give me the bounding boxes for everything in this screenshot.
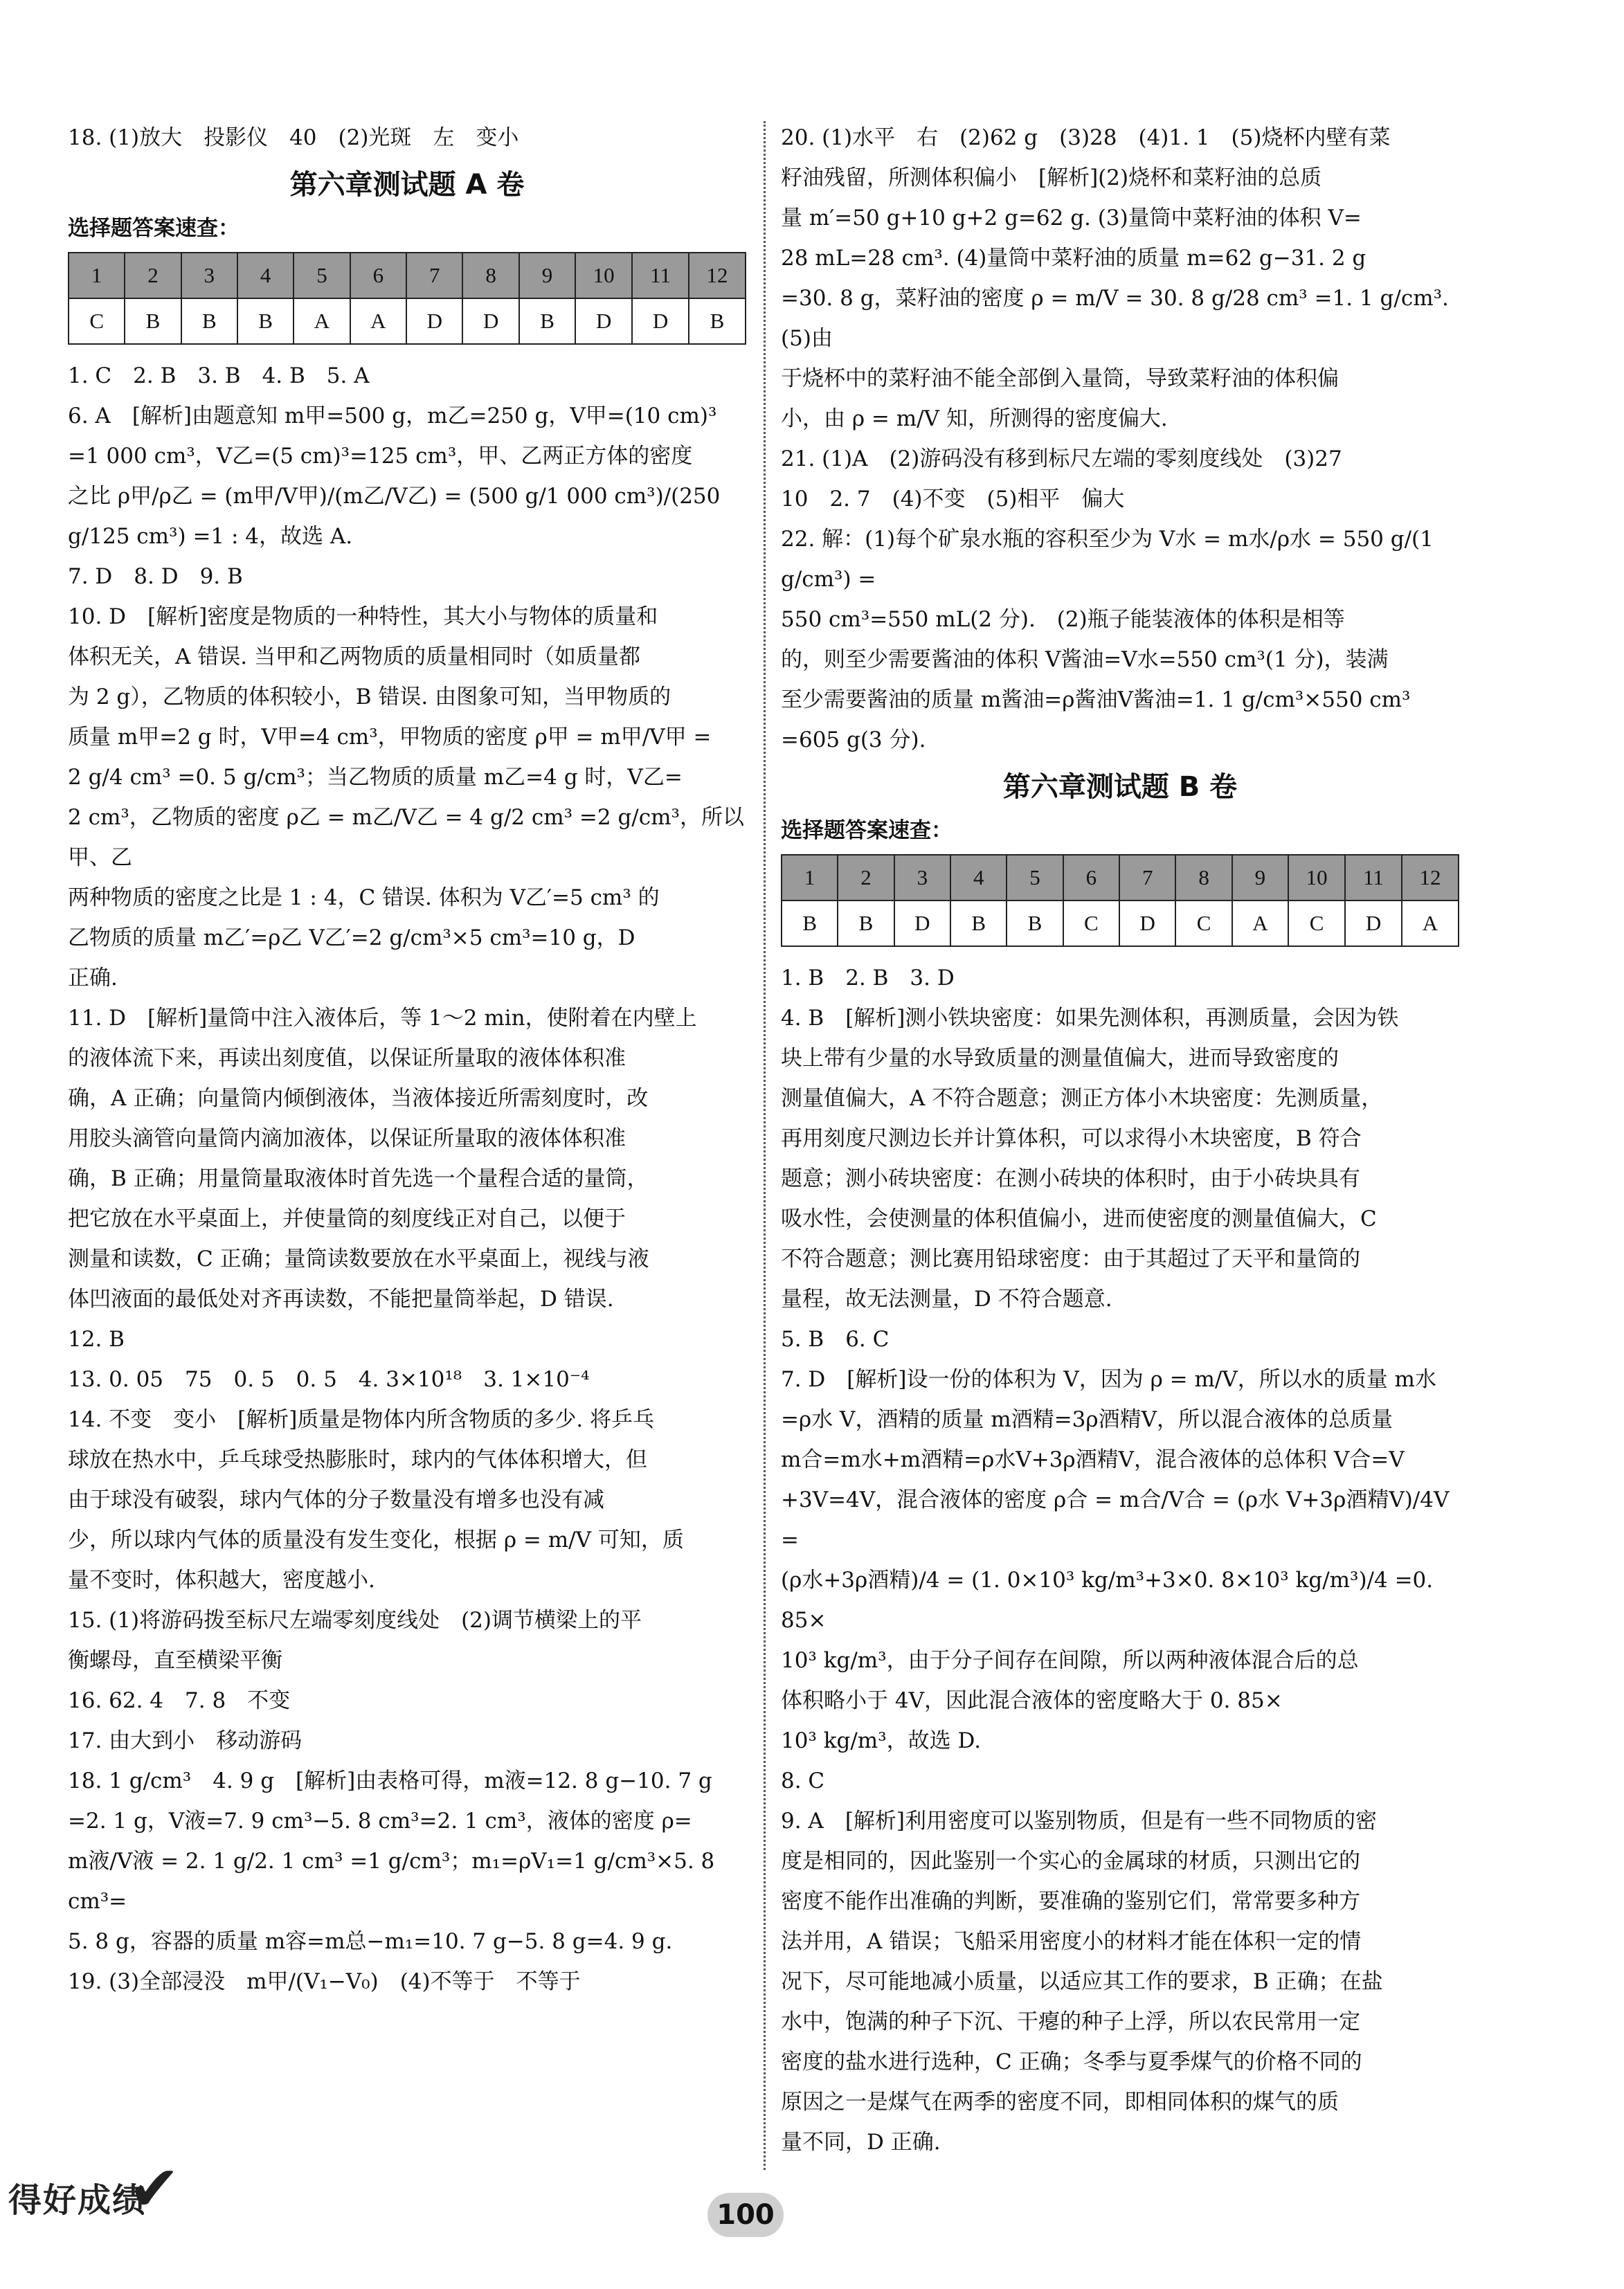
answer-line: 2 g/4 cm³ =0. 5 g/cm³；当乙物质的质量 m乙=4 g 时，V乙= [68,765,683,790]
answer-line: 7. D [解析]设一份的体积为 V，因为 ρ = m/V，所以水的质量 m水 [781,1367,1436,1392]
answer-line: 少，所以球内气体的质量没有发生变化，根据 ρ = m/V 可知，质 [68,1528,684,1553]
table-header-cell: 8 [1175,855,1231,901]
answer-line: 球放在热水中，乒乓球受热膨胀时，球内的气体体积增大，但 [68,1447,647,1472]
answer-line: 12. B [68,1327,125,1352]
answer-line: 原因之一是煤气在两季的密度不同，即相同体积的煤气的质 [781,2090,1339,2115]
answer-line: 密度不能作出准确的判断，要准确的鉴别它们，常常要多种方 [781,1889,1360,1914]
table-answer-cell: B [519,298,575,344]
answer-line: =1 000 cm³，V乙=(5 cm)³=125 cm³，甲、乙两正方体的密度 [68,444,693,469]
section-a-title: 第六章测试题 A 卷 [289,169,525,201]
answer-line: 籽油残留，所测体积偏小 [解析](2)烧杯和菜籽油的总质 [781,165,1322,190]
answer-line: 1. B 2. B 3. D [781,966,955,990]
table-answer-cell: D [462,298,518,344]
answer-line: 体积无关，A 错误. 当甲和乙两物质的质量相同时（如质量都 [68,644,640,669]
table-answer-cell: D [1345,901,1402,946]
answer-line: 11. D [解析]量筒中注入液体后，等 1～2 min，使附着在内壁上 [68,1006,697,1031]
answer-line: 量 m′=50 g+10 g+2 g=62 g. (3)量筒中菜籽油的体积 V= [781,206,1362,230]
left-column [68,118,746,2002]
table-header-cell: 2 [125,253,181,298]
answer-line: 2 cm³，乙物质的密度 ρ乙 = m乙/V乙 = 4 g/2 cm³ =2 g/cm³，所以甲、乙 [68,805,744,870]
answer-line: 水中，饱满的种子下沉、干瘪的种子上浮，所以农民常用一定 [781,2009,1360,2034]
table-header-cell: 3 [894,855,950,901]
table-header-cell: 7 [1119,855,1175,901]
answer-table-b [781,854,1459,947]
answer-line: 乙物质的质量 m乙′=ρ乙 V乙′=2 g/cm³×5 cm³=10 g，D [68,925,635,950]
answer-line: =30. 8 g，菜籽油的密度 ρ = m/V = 30. 8 g/28 cm³ =1. 1 g/cm³. (5)由 [781,286,1449,351]
answer-line: 不符合题意；测比赛用铅球密度：由于其超过了天平和量筒的 [781,1247,1360,1272]
table-answer-cell: B [950,901,1007,946]
answer-line: 衡螺母，直至横梁平衡 [68,1648,282,1673]
answer-line: 度是相同的，因此鉴别一个实心的金属球的材质，只测出它的 [781,1849,1360,1874]
answer-line: 小，由 ρ = m/V 知，所测得的密度偏大. [781,406,1168,431]
answer-line: 正确. [68,966,118,990]
table-answer-cell: C [69,298,125,344]
answer-line: 块上带有少量的水导致质量的测量值偏大，进而导致密度的 [781,1046,1339,1071]
answer-table-b-answers [782,901,1459,946]
page-number: 100 [707,2193,784,2237]
answer-line: 测量和读数，C 正确；量筒读数要放在水平桌面上，视线与液 [68,1247,649,1272]
answer-line: 22. 解：(1)每个矿泉水瓶的容积至少为 V水 = m水/ρ水 = 550 g/(1 g/cm³) = [781,527,1434,592]
quick-answer-label-b: 选择题答案速查： [781,818,953,843]
answer-line: 用胶头滴管向量筒内滴加液体，以保证所量取的液体体积准 [68,1126,626,1151]
left-answer-lines [68,356,746,2002]
answer-line: =605 g(3 分). [781,727,926,752]
answer-table-a-header [69,253,746,298]
answer-line: 体凹液面的最低处对齐再读数，不能把量筒举起，D 错误. [68,1287,614,1312]
answer-line: 14. 不变 变小 [解析]质量是物体内所含物质的多少. 将乒乓 [68,1407,655,1432]
answer-line: 8. C [781,1768,825,1793]
answer-line: 质量 m甲=2 g 时，V甲=4 cm³，甲物质的密度 ρ甲 = m甲/V甲 = [68,725,712,750]
table-answer-cell: C [1063,901,1119,946]
answer-line: 测量值偏大，A 不符合题意；测正方体小木块密度：先测质量， [781,1086,1383,1111]
answer-line: 量不同，D 正确. [781,2130,941,2155]
answer-line: 28 mL=28 cm³. (4)量筒中菜籽油的质量 m=62 g−31. 2 g [781,246,1366,271]
answer-line: 18. 1 g/cm³ 4. 9 g [解析]由表格可得，m液=12. 8 g−10. 7 g [68,1768,712,1793]
table-answer-cell: B [125,298,181,344]
answer-line: 1. C 2. B 3. B 4. B 5. A [68,363,370,388]
table-header-cell: 9 [519,253,575,298]
answer-line: 由于球没有破裂，球内气体的分子数量没有增多也没有减 [68,1487,604,1512]
answer-line: 确，B 正确；用量筒量取液体时首先选一个量程合适的量筒， [68,1166,649,1191]
table-answer-cell: A [294,298,350,344]
answer-line: 6. A [解析]由题意知 m甲=500 g，m乙=250 g，V甲=(10 cm)³ [68,404,717,428]
answer-line: m合=m水+m酒精=ρ水V+3ρ酒精V，混合液体的总体积 V合=V [781,1447,1405,1472]
table-header-cell: 5 [1007,855,1063,901]
answer-line: 19. (3)全部浸没 m甲/(V₁−V₀) (4)不等于 不等于 [68,1969,581,1994]
table-answer-cell: D [575,298,632,344]
answer-line: 20. (1)水平 右 (2)62 g (3)28 (4)1. 1 (5)烧杯内壁有菜 [781,125,1391,150]
table-answer-cell: B [1007,901,1063,946]
table-header-cell: 4 [237,253,294,298]
table-header-cell: 10 [1288,855,1345,901]
table-answer-cell: D [1119,901,1175,946]
table-header-cell: 12 [689,253,746,298]
answer-line: m液/V液 = 2. 1 g/2. 1 cm³ =1 g/cm³；m₁=ρV₁=1 g/cm³×5. 8 cm³= [68,1849,715,1914]
table-header-cell: 11 [1345,855,1402,901]
table-answer-cell: A [1402,901,1459,946]
answer-line: 5. B 6. C [781,1327,890,1352]
answer-18-prev: 18. (1)放大 投影仪 40 (2)光斑 左 变小 [68,125,519,150]
table-header-cell: 6 [350,253,406,298]
table-header-cell: 7 [406,253,462,298]
answer-line: 两种物质的密度之比是 1 : 4，C 错误. 体积为 V乙′=5 cm³ 的 [68,885,660,910]
answer-line: (ρ水+3ρ酒精)/4 = (1. 0×10³ kg/m³+3×0. 8×10³ kg/m³)/4 =0. 85× [781,1568,1434,1633]
answer-line: 量程，故无法测量，D 不符合题意. [781,1287,1112,1312]
answer-line: =ρ水 V，酒精的质量 m酒精=3ρ酒精V，所以混合液体的总质量 [781,1407,1393,1432]
answer-line: 4. B [解析]测小铁块密度：如果先测体积，再测质量，会因为铁 [781,1006,1399,1031]
answer-line: 的液体流下来，再读出刻度值，以保证所量取的液体体积准 [68,1046,626,1071]
answer-line: 10. D [解析]密度是物质的一种特性，其大小与物体的质量和 [68,604,658,629]
table-answer-cell: D [894,901,950,946]
table-answer-cell: D [406,298,462,344]
answer-line: 把它放在水平桌面上，并使量筒的刻度线正对自己，以便于 [68,1206,626,1231]
table-answer-cell: D [632,298,689,344]
table-header-cell: 6 [1063,855,1119,901]
answer-line: 9. A [解析]利用密度可以鉴别物质，但是有一些不同物质的密 [781,1809,1378,1834]
table-header-cell: 1 [69,253,125,298]
table-header-cell: 12 [1402,855,1459,901]
answer-line: 题意；测小砖块密度：在测小砖块的体积时，由于小砖块具有 [781,1166,1360,1191]
table-answer-cell: C [1175,901,1231,946]
table-answer-cell: B [237,298,294,344]
table-header-cell: 3 [181,253,237,298]
answer-line: 密度的盐水进行选种，C 正确；冬季与夏季煤气的价格不同的 [781,2050,1362,2074]
answer-line: 550 cm³=550 mL(2 分). (2)瓶子能装液体的体积是相等 [781,607,1345,632]
table-header-cell: 8 [462,253,518,298]
answer-line: +3V=4V，混合液体的密度 ρ合 = m合/V合 = (ρ水 V+3ρ酒精V)/4V = [781,1487,1450,1553]
answer-line: 为 2 g），乙物质的体积较小，B 错误. 由图象可知，当甲物质的 [68,685,671,709]
answer-line: 于烧杯中的菜籽油不能全部倒入量筒，导致菜籽油的体积偏 [781,366,1339,391]
answer-line: 至少需要酱油的质量 m酱油=ρ酱油V酱油=1. 1 g/cm³×550 cm³ [781,687,1411,712]
answer-line: 量不变时，体积越大，密度越小. [68,1568,375,1593]
column-divider [764,121,766,2170]
table-header-cell: 1 [782,855,838,901]
table-answer-cell: A [1232,901,1288,946]
table-answer-cell: C [1288,901,1345,946]
table-header-cell: 10 [575,253,632,298]
answer-table-b-header [782,855,1459,901]
right-answer-lines-top [781,118,1459,760]
answer-line: 7. D 8. D 9. B [68,564,243,589]
answer-line: 再用刻度尺测边长并计算体积，可以求得小木块密度，B 符合 [781,1126,1362,1151]
table-answer-cell: B [689,298,746,344]
answer-line: 16. 62. 4 7. 8 不变 [68,1688,291,1713]
checkmark-icon: ✔ [128,2153,181,2225]
right-column [781,118,1459,2162]
right-answer-lines-bottom [781,958,1459,2162]
table-header-cell: 2 [838,855,894,901]
answer-line: 的，则至少需要酱油的体积 V酱油=V水=550 cm³(1 分)，装满 [781,647,1389,672]
answer-line: 5. 8 g，容器的质量 m容=m总−m₁=10. 7 g−5. 8 g=4. 9 g. [68,1929,673,1954]
quick-answer-label-a: 选择题答案速查： [68,216,240,241]
answer-line: 吸水性，会使测量的体积值偏小，进而使密度的测量值偏大，C [781,1206,1377,1231]
table-header-cell: 9 [1232,855,1288,901]
answer-line: 之比 ρ甲/ρ乙 = (m甲/V甲)/(m乙/V乙) = (500 g/1 000 cm³)/(250 g/125 cm³) =1 : 4，故选 A. [68,484,721,549]
table-header-cell: 4 [950,855,1007,901]
table-answer-cell: B [782,901,838,946]
answer-table-a-answers [69,298,746,344]
table-header-cell: 5 [294,253,350,298]
answer-line: 21. (1)A (2)游码没有移到标尺左端的零刻度线处 (3)27 [781,446,1342,471]
table-answer-cell: B [181,298,237,344]
table-header-cell: 11 [632,253,689,298]
answer-line: =2. 1 g，V液=7. 9 cm³−5. 8 cm³=2. 1 cm³，液体的密度 ρ= [68,1809,692,1834]
answer-line: 体积略小于 4V，因此混合液体的密度略大于 0. 85× [781,1688,1283,1713]
answer-line: 况下，尽可能地减小质量，以适应其工作的要求，B 正确；在盐 [781,1969,1383,1994]
answer-line: 15. (1)将游码拨至标尺左端零刻度线处 (2)调节横梁上的平 [68,1608,642,1633]
answer-line: 13. 0. 05 75 0. 5 0. 5 4. 3×10¹⁸ 3. 1×10⁻⁴ [68,1367,590,1392]
answer-table-a [68,252,746,345]
table-answer-cell: A [350,298,406,344]
brand-logo: 得好成绩 [8,2181,147,2220]
section-b-title: 第六章测试题 B 卷 [1002,771,1238,803]
answer-line: 17. 由大到小 移动游码 [68,1728,303,1753]
answer-line: 10³ kg/m³，由于分子间存在间隙，所以两种液体混合后的总 [781,1648,1359,1673]
answer-line: 法并用，A 错误；飞船采用密度小的材料才能在体积一定的情 [781,1929,1362,1954]
table-answer-cell: B [838,901,894,946]
answer-line: 确，A 正确；向量筒内倾倒液体，当液体接近所需刻度时，改 [68,1086,649,1111]
answer-line: 10³ kg/m³，故选 D. [781,1728,982,1753]
answer-line: 10 2. 7 (4)不变 (5)相平 偏大 [781,487,1125,512]
